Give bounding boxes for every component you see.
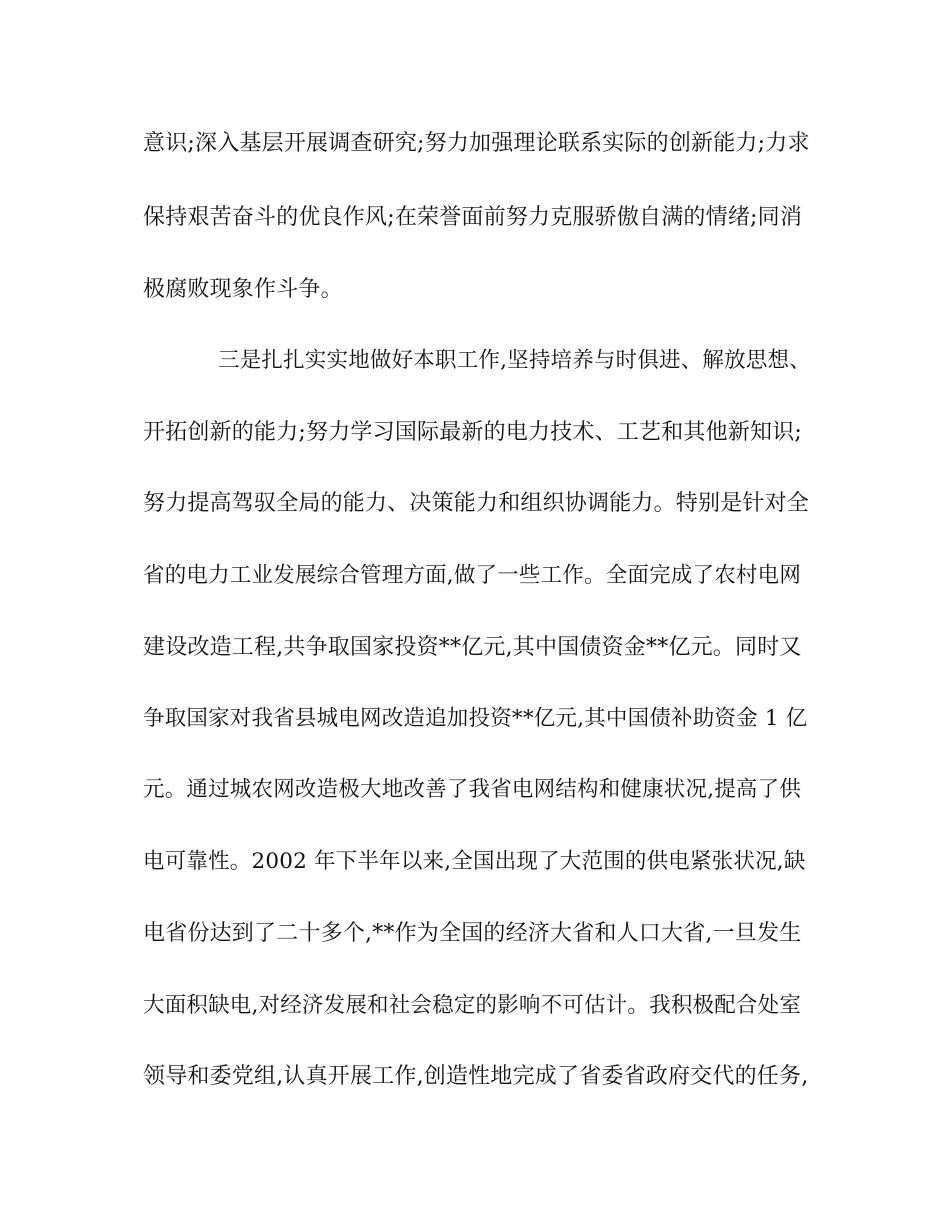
text-line: 极腐败现象作斗争。: [143, 277, 343, 302]
text-line: 大面积缺电,对经济发展和社会稳定的影响不可估计。我积极配合处室: [143, 993, 802, 1018]
text-line: 元。通过城农网改造极大地改善了我省电网结构和健康状况,提高了供: [143, 777, 802, 802]
text-line: 争取国家对我省县城电网改造追加投资**亿元,其中国债补助资金 1 亿: [143, 706, 808, 731]
text-line: 开拓创新的能力;努力学习国际最新的电力技术、工艺和其他新知识;: [143, 420, 803, 445]
text-line: 领导和委党组,认真开展工作,创造性地完成了省委省政府交代的任务,: [143, 1064, 809, 1089]
text-line: 电可靠性。2002 年下半年以来,全国出现了大范围的供电紧张状况,缺: [143, 849, 806, 874]
text-line: 保持艰苦奋斗的优良作风;在荣誉面前努力克服骄傲自满的情绪;同消: [143, 205, 803, 230]
paragraph-start-line: 三是扎扎实实地做好本职工作,坚持培养与时俱进、解放思想、: [218, 348, 811, 373]
text-line: 电省份达到了二十多个,**作为全国的经济大省和人口大省,一旦发生: [143, 921, 802, 946]
text-line: 建设改造工程,共争取国家投资**亿元,其中国债资金**亿元。同时又: [143, 635, 802, 660]
text-line: 省的电力工业发展综合管理方面,做了一些工作。全面完成了农村电网: [143, 563, 802, 588]
text-line: 努力提高驾驭全局的能力、决策能力和组织协调能力。特别是针对全: [143, 491, 810, 516]
text-line: 意识;深入基层开展调查研究;努力加强理论联系实际的创新能力;力求: [143, 131, 810, 156]
